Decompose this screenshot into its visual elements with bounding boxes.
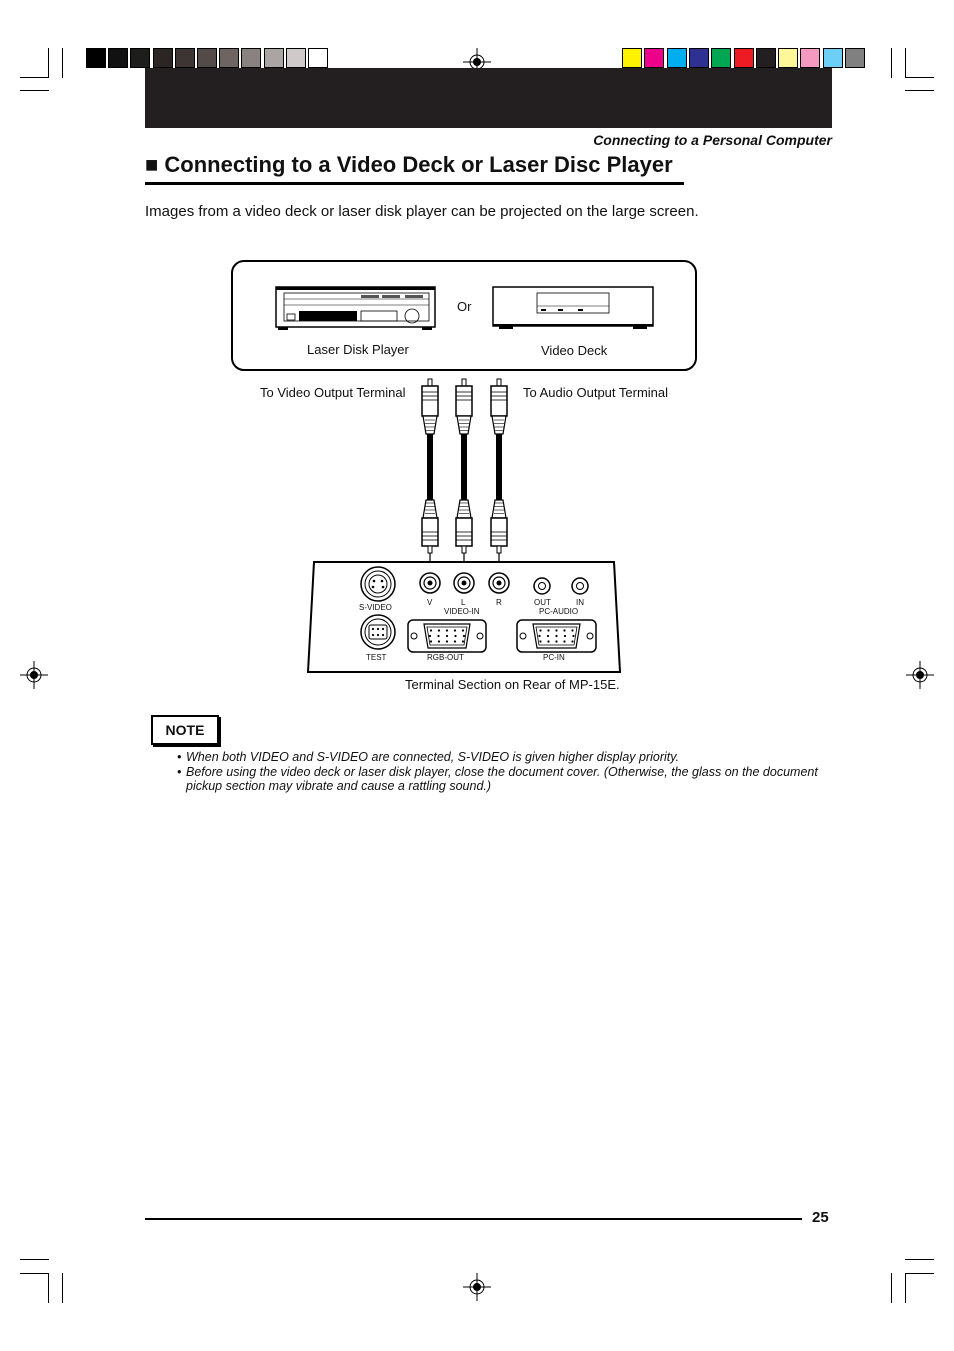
s-video-label: S-VIDEO [359,603,392,612]
gray-swatch [219,48,239,68]
audio-output-label: To Audio Output Terminal [523,385,669,400]
video-deck-illustration [493,287,653,329]
page-number: 25 [812,1209,829,1226]
color-swatch [734,48,754,68]
r-label: R [496,598,502,607]
color-swatch [778,48,798,68]
color-swatch [644,48,664,68]
rgb-out-label: RGB-OUT [427,653,464,662]
color-swatch [756,48,776,68]
out-label: OUT [534,598,551,607]
gray-swatch [264,48,284,68]
video-in-label: VIDEO-IN [444,607,480,616]
note-text: Before using the video deck or laser disk player, close the document cover. (Otherwise, the glass on the document pickup section may vibrate and cause a rattling sound.) [186,764,818,793]
l-label: L [461,598,466,607]
footer-rule [145,1218,802,1220]
rca-cable [422,379,438,571]
terminal-panel [308,562,620,672]
color-swatch [667,48,687,68]
intro-text: Images from a video deck or laser disk player can be projected on the large screen. [145,203,699,220]
gray-swatch [153,48,173,68]
note-list [177,750,837,794]
gray-swatch [130,48,150,68]
color-swatch [689,48,709,68]
rca-cable [456,379,472,571]
pc-audio-label: PC-AUDIO [539,607,579,616]
title-marker: ■ [145,152,159,177]
v-label: V [427,598,433,607]
laser-disk-player-label: Laser Disk Player [307,342,409,357]
in-label: IN [576,598,584,607]
test-label: TEST [366,653,387,662]
note-item [177,750,837,765]
color-swatch [800,48,820,68]
pc-in-label: PC-IN [543,653,565,662]
bullet: • [177,764,182,779]
or-label: Or [457,299,472,314]
color-swatch [823,48,843,68]
diagram-caption: Terminal Section on Rear of MP-15E. [405,677,620,692]
note-text: When both VIDEO and S-VIDEO are connected, S-VIDEO is given higher display priority. [186,750,680,764]
note-label: NOTE [151,715,219,745]
color-swatch [622,48,642,68]
video-output-label: To Video Output Terminal [260,385,406,400]
rca-cable [491,379,507,571]
title-text: Connecting to a Video Deck or Laser Disc Player [164,152,673,177]
laser-disk-player-illustration [276,287,435,330]
color-swatch [711,48,731,68]
gray-swatch [175,48,195,68]
gray-swatch [308,48,328,68]
note-item [177,765,837,794]
gray-swatch [286,48,306,68]
color-swatch [845,48,865,68]
video-deck-label: Video Deck [541,343,608,358]
gray-swatch [86,48,106,68]
section-label: Connecting to a Personal Computer [593,132,832,148]
gray-swatch [197,48,217,68]
bullet: • [177,750,182,764]
gray-swatch [108,48,128,68]
gray-swatch [241,48,261,68]
rca-cables [422,379,507,571]
